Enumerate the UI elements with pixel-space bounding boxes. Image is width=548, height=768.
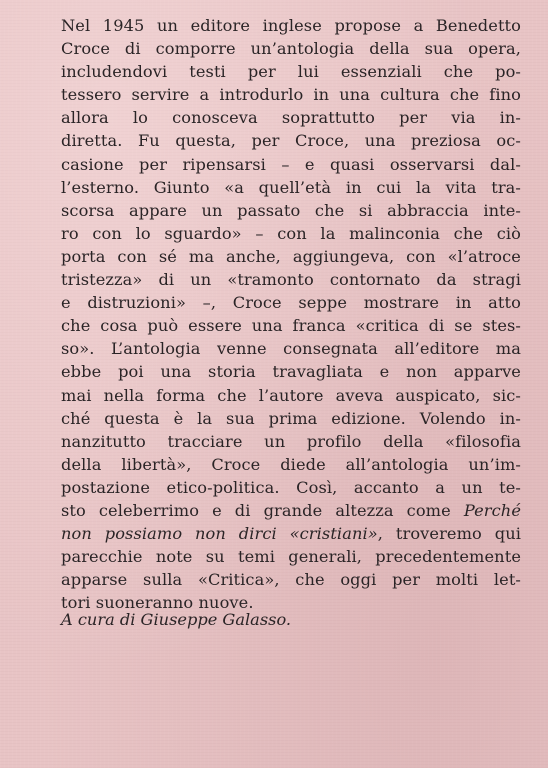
blurb-line: porta con sé ma anche, aggiungeva, con «l’atroce (61, 246, 521, 266)
blurb-line: so». L’antologia venne consegnata all’editore ma (61, 339, 521, 359)
blurb-line: Croce di comporre un’antologia della sua opera, (61, 39, 521, 59)
blurb-line: e distruzioni» –, Croce seppe mostrare in atto (61, 293, 521, 313)
essay-title-part2: non possiamo non dirci «cristiani» (61, 524, 378, 544)
blurb-line: Nel 1945 un editore inglese propose a Benedetto (61, 16, 521, 35)
blurb-line: che cosa può essere una franca «critica di se stes- (61, 316, 521, 336)
blurb-line: postazione etico-politica. Così, accanto a un te- (61, 477, 521, 497)
blurb-line: includendovi testi per lui essenziali che po- (61, 62, 521, 82)
blurb-line: l’esterno. Giunto «a quell’età in cui la vita tra- (61, 177, 521, 197)
blurb-line: della libertà», Croce diede all’antologia un’im- (61, 454, 521, 474)
blurb-line: nanzitutto tracciare un profilo della «filosofia (61, 431, 521, 451)
blurb-line-text: , troveremo qui (377, 524, 522, 544)
blurb-line-with-title (61, 499, 521, 522)
blurb-line: allora lo conosceva soprattutto per via in- (61, 108, 521, 128)
blurb-line: ché questa è la sua prima edizione. Volendo in- (61, 408, 521, 428)
blurb-line: diretta. Fu questa, per Croce, una preziosa oc- (61, 131, 521, 151)
blurb-line: ebbe poi una storia travagliata e non apparve (61, 362, 521, 382)
blurb-line: scorsa appare un passato che si abbraccia inte- (61, 200, 521, 220)
blurb-line: mai nella forma che l’autore aveva auspicato, sic- (61, 385, 521, 405)
blurb-line: apparse sulla «Critica», che oggi per molti let- (61, 570, 521, 590)
blurb-line: casione per ripensarsi – e quasi osservarsi dal- (61, 154, 521, 174)
blurb-line: tori suoneranno nuove. (61, 593, 254, 613)
blurb-line-with-title (61, 522, 521, 545)
blurb-line: tristezza» di un «tramonto contornato da stragi (61, 270, 521, 290)
blurb-line: ro con lo sguardo» – con la malinconia che ciò (61, 223, 521, 243)
essay-title-part1: Perché (463, 500, 521, 520)
editor-credit: A cura di Giuseppe Galasso. (61, 610, 292, 629)
blurb-line-text: sto celeberrimo e di grande altezza come (61, 500, 451, 520)
blurb-text (61, 14, 521, 614)
blurb-line: parecchie note su temi generali, precedentemente (61, 547, 521, 567)
blurb-line: tessero servire a introdurlo in una cultura che fino (61, 85, 521, 105)
